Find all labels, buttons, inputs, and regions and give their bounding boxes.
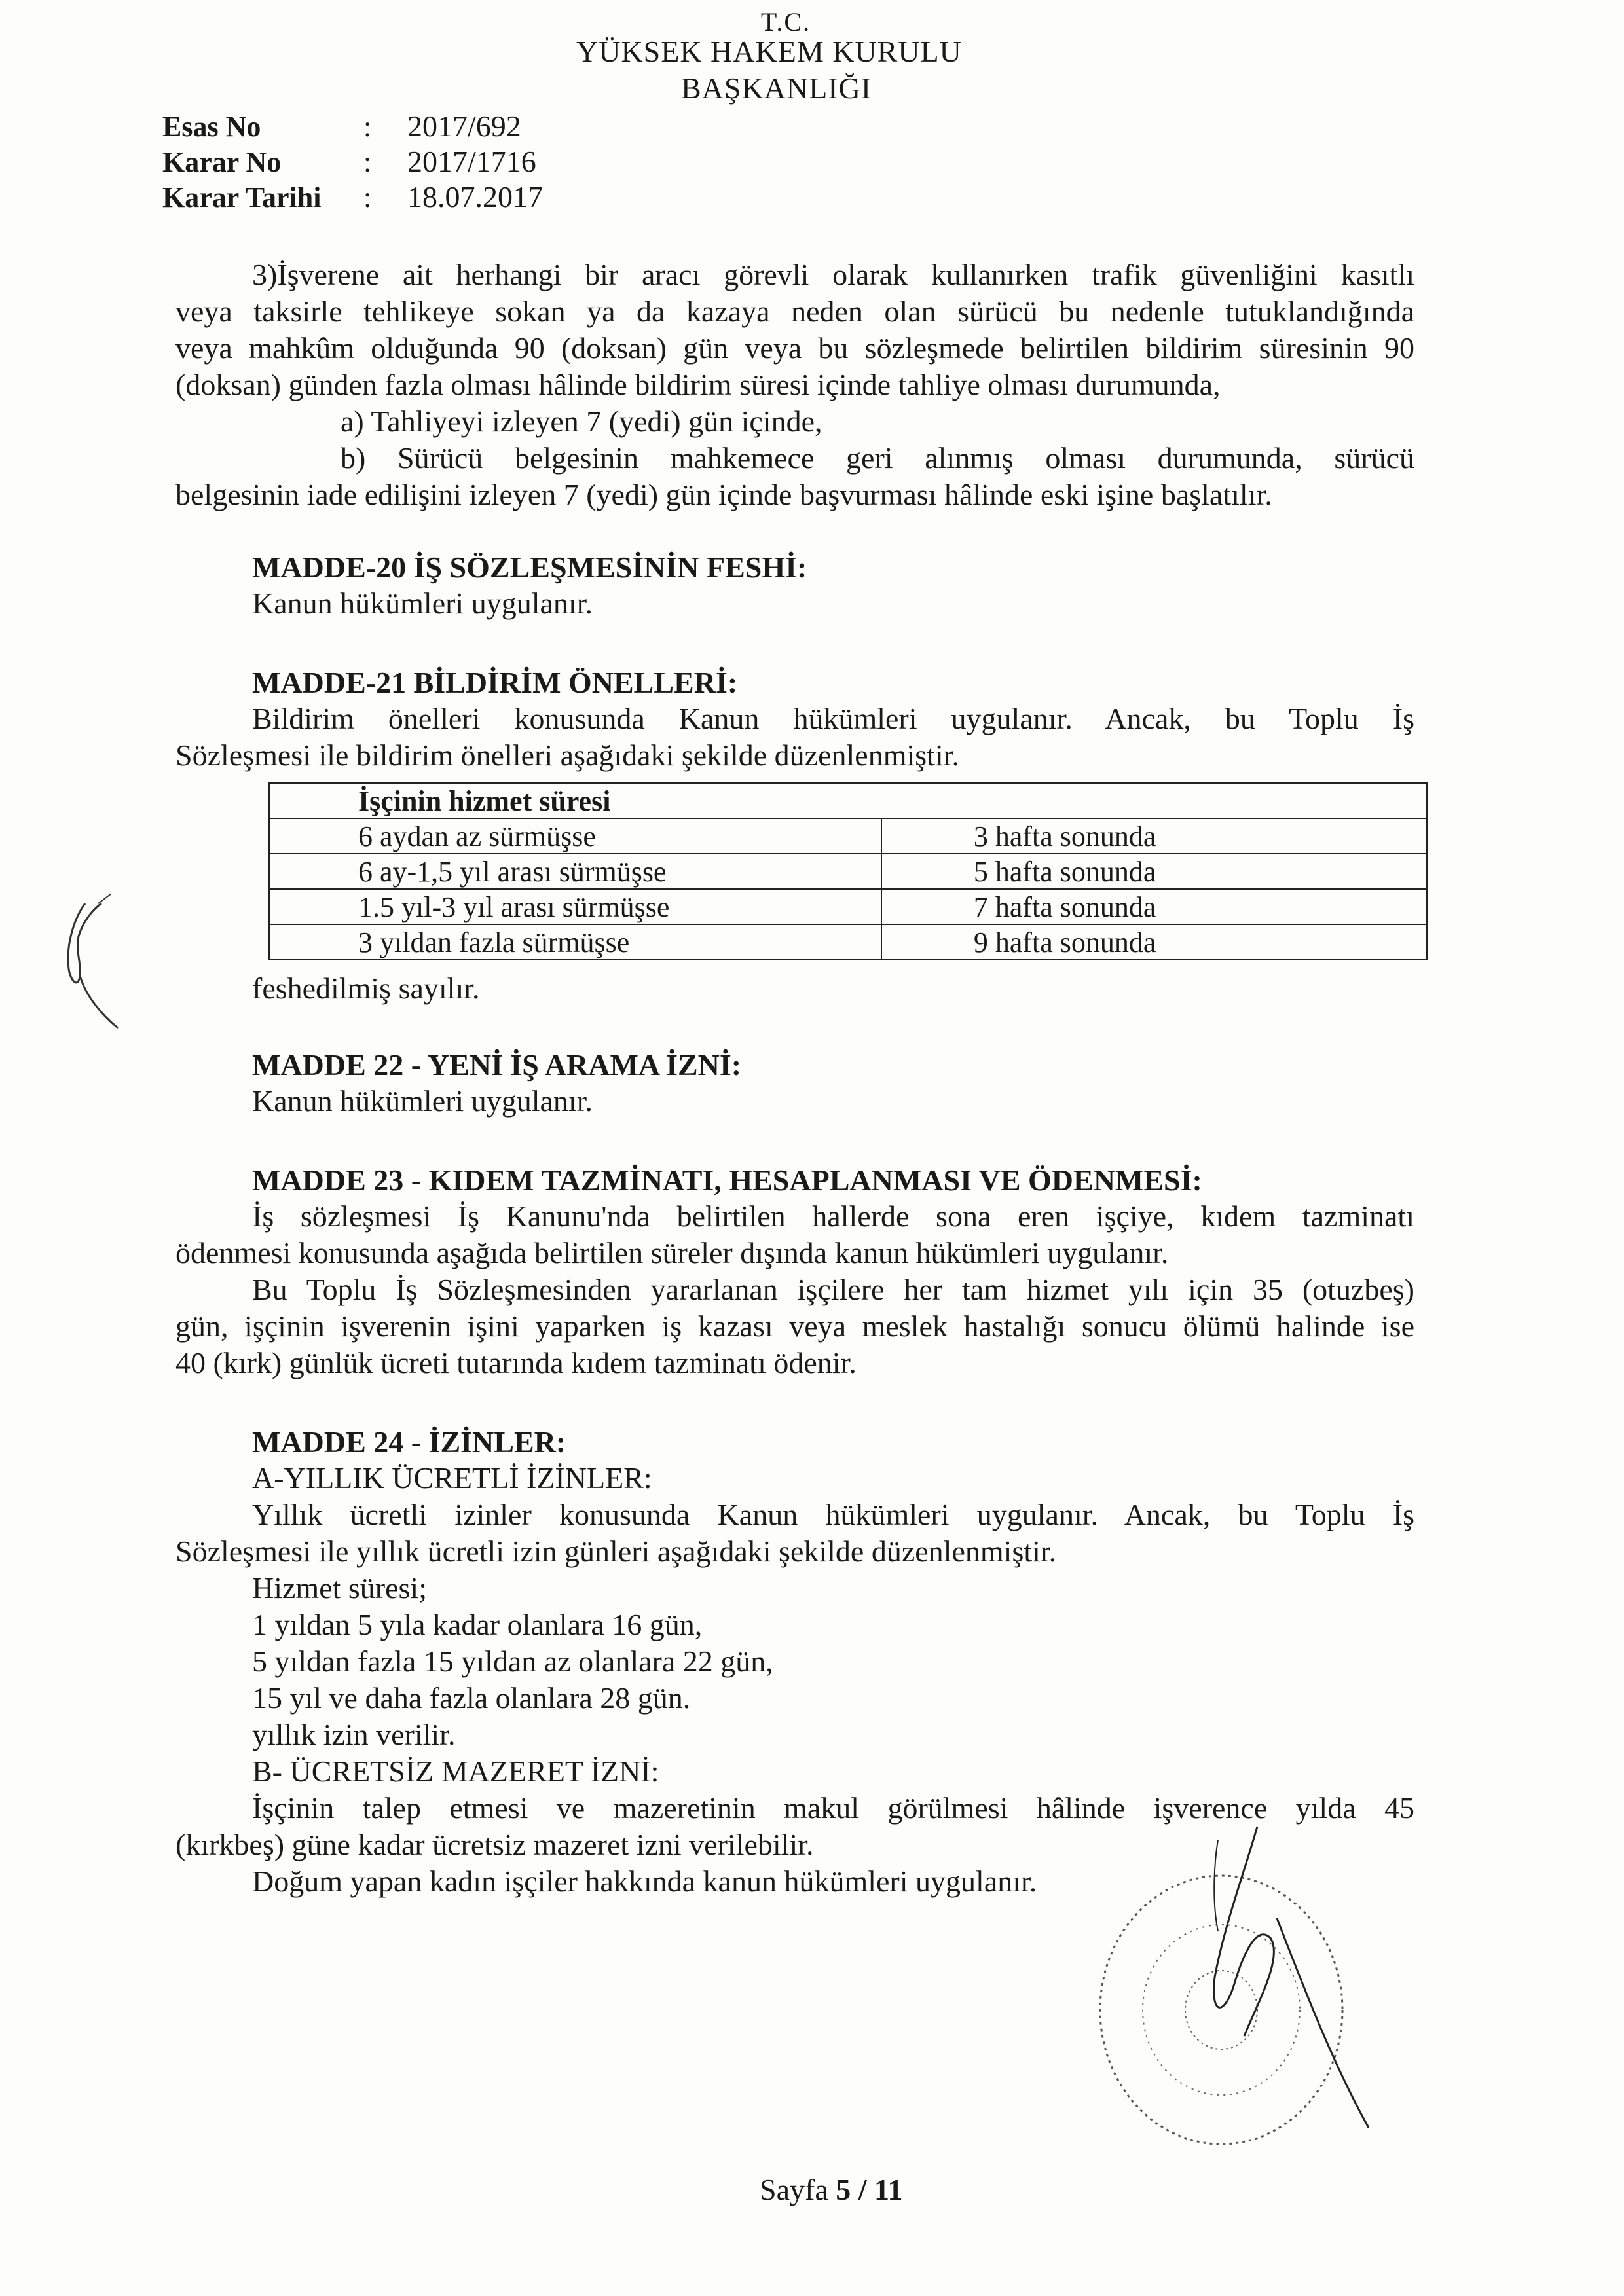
- madde21-after: feshedilmiş sayılır.: [252, 972, 480, 1005]
- section3-line: veya mahkûm olduğunda 90 (doksan) gün veya bu sözleşmede belirtilen bildirim süresinin 90: [175, 331, 1414, 365]
- duration-cell: 6 aydan az sürmüşse: [269, 818, 881, 854]
- official-stamp: [1061, 1820, 1428, 2187]
- madde24-hizmet: Hizmet süresi;: [252, 1571, 427, 1605]
- notice-cell: 9 hafta sonunda: [881, 924, 1427, 960]
- madde24-line: (kırkbeş) güne kadar ücretsiz mazeret izni verilebilir.: [175, 1828, 814, 1861]
- karar-no-value: 2017/1716: [407, 145, 536, 178]
- madde22-heading: MADDE 22 - YENİ İŞ ARAMA İZNİ:: [252, 1048, 742, 1082]
- table-header-cell: İşçinin hizmet süresi: [269, 783, 1427, 818]
- madde21-heading: MADDE-21 BİLDİRİM ÖNELLERİ:: [252, 666, 738, 699]
- section3-item-a: a) Tahliyeyi izleyen 7 (yedi) gün içinde,: [341, 405, 822, 438]
- madde23-line: Bu Toplu İş Sözleşmesinden yararlanan işçilere her tam hizmet yılı için 35 (otuzbeş): [252, 1273, 1414, 1306]
- institution-subname: BAŞKANLIĞI: [681, 71, 872, 105]
- madde20-text: Kanun hükümleri uygulanır.: [252, 587, 593, 620]
- table-header-row: [269, 783, 1427, 818]
- section3-item-b: b) Sürücü belgesinin mahkemece geri alınmış olması durumunda, sürücü: [341, 441, 1414, 475]
- madde24-line: İşçinin talep etmesi ve mazeretinin makul görülmesi hâlinde işverence yılda 45: [252, 1791, 1414, 1825]
- duration-cell: 1.5 yıl-3 yıl arası sürmüşse: [269, 889, 881, 924]
- table-row: [269, 889, 1427, 924]
- section3-line: (doksan) günden fazla olması hâlinde bildirim süresi içinde tahliye olması durumunda,: [175, 368, 1221, 401]
- esas-no-value: 2017/692: [407, 109, 521, 143]
- madde24-sub-b: B- ÜCRETSİZ MAZERET İZNİ:: [252, 1755, 659, 1788]
- duration-cell: 6 ay-1,5 yıl arası sürmüşse: [269, 854, 881, 889]
- colon: :: [363, 146, 372, 178]
- madde21-line: Sözleşmesi ile bildirim önelleri aşağıdaki şekilde düzenlenmiştir.: [175, 738, 960, 772]
- madde23-line: 40 (kırk) günlük ücreti tutarında kıdem tazminatı ödenir.: [175, 1346, 857, 1379]
- leave-tier: 15 yıl ve daha fazla olanlara 28 gün.: [252, 1681, 691, 1715]
- colon: :: [363, 111, 372, 143]
- notice-period-table: [268, 782, 1428, 960]
- institution-name: YÜKSEK HAKEM KURULU: [576, 35, 962, 68]
- madde24-line: Sözleşmesi ile yıllık ücretli izin günleri aşağıdaki şekilde düzenlenmiştir.: [175, 1535, 1057, 1568]
- table-row: [269, 818, 1427, 854]
- page-number: 5 / 11: [836, 2173, 903, 2206]
- madde24-sub-a: A-YILLIK ÜCRETLİ İZİNLER:: [252, 1461, 652, 1495]
- section3-line: 3)İşverene ait herhangi bir aracı görevli olarak kullanırken trafik güvenliğini kasıtlı: [252, 258, 1414, 291]
- page-label: Sayfa: [760, 2173, 828, 2206]
- leave-tier: 5 yıldan fazla 15 yıldan az olanlara 22 gün,: [252, 1645, 773, 1678]
- page-footer: [760, 2172, 903, 2207]
- table-row: [269, 924, 1427, 960]
- colon: :: [363, 181, 372, 213]
- madde24-line: Yıllık ücretli izinler konusunda Kanun hükümleri uygulanır. Ancak, bu Toplu İş: [252, 1498, 1414, 1531]
- madde20-heading: MADDE-20 İŞ SÖZLEŞMESİNİN FESHİ:: [252, 551, 807, 584]
- tc-header-fragment: T.C.: [760, 7, 811, 37]
- leave-tier: 1 yıldan 5 yıla kadar olanlara 16 gün,: [252, 1608, 703, 1641]
- madde23-heading: MADDE 23 - KIDEM TAZMİNATI, HESAPLANMASI VE ÖDENMESİ:: [252, 1163, 1202, 1197]
- madde24-heading: MADDE 24 - İZİNLER:: [252, 1425, 566, 1459]
- notice-cell: 7 hafta sonunda: [881, 889, 1427, 924]
- margin-signature: [39, 890, 131, 1034]
- section3-line: veya taksirle tehlikeye sokan ya da kazaya neden olan sürücü bu nedenle tutuklandığında: [175, 295, 1414, 328]
- madde24-line: Doğum yapan kadın işçiler hakkında kanun hükümleri uygulanır.: [252, 1865, 1037, 1898]
- karar-tarihi-value: 18.07.2017: [407, 180, 543, 213]
- madde23-line: ödenmesi konusunda aşağıda belirtilen süreler dışında kanun hükümleri uygulanır.: [175, 1236, 1169, 1269]
- madde23-line: İş sözleşmesi İş Kanunu'nda belirtilen hallerde sona eren işçiye, kıdem tazminatı: [252, 1199, 1414, 1233]
- section3-item-b-cont: belgesinin iade edilişini izleyen 7 (yedi) gün içinde başvurması hâlinde eski işine başlatılır.: [175, 478, 1272, 511]
- notice-cell: 3 hafta sonunda: [881, 818, 1427, 854]
- madde21-line: Bildirim önelleri konusunda Kanun hükümleri uygulanır. Ancak, bu Toplu İş: [252, 702, 1414, 735]
- esas-no-label: Esas No: [162, 111, 261, 143]
- notice-cell: 5 hafta sonunda: [881, 854, 1427, 889]
- madde24-verilir: yıllık izin verilir.: [252, 1718, 456, 1751]
- table-row: [269, 854, 1427, 889]
- madde23-line: gün, işçinin işverenin işini yaparken iş kazası veya meslek hastalığı sonucu ölümü halinde ise: [175, 1309, 1414, 1343]
- karar-tarihi-label: Karar Tarihi: [162, 181, 322, 213]
- karar-no-label: Karar No: [162, 146, 282, 178]
- madde22-text: Kanun hükümleri uygulanır.: [252, 1084, 593, 1118]
- duration-cell: 3 yıldan fazla sürmüşse: [269, 924, 881, 960]
